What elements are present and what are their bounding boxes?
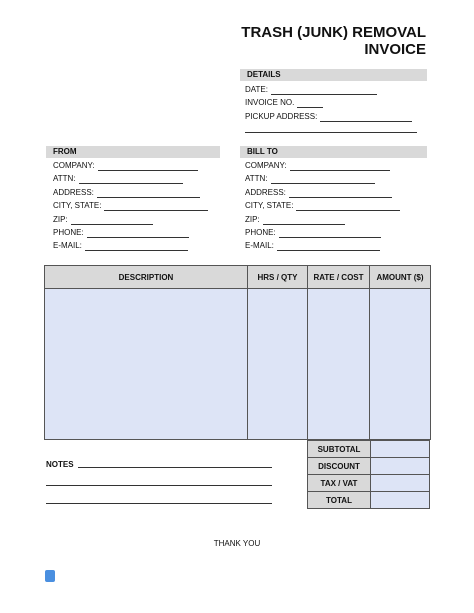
bill-to-city-state-field[interactable] (245, 201, 400, 212)
description-header: DESCRIPTION (45, 266, 248, 289)
table-row[interactable] (45, 289, 431, 440)
table-header-row (45, 266, 431, 289)
bill-to-city-state-line[interactable] (296, 202, 400, 211)
from-email-label: E-MAIL: (53, 241, 82, 250)
tax-vat-label: TAX / VAT (308, 475, 371, 492)
bill-to-email-field[interactable] (245, 241, 380, 252)
bill-to-attn-label: ATTN: (245, 174, 268, 183)
line-items-table (44, 265, 431, 440)
totals-table (307, 440, 430, 509)
pickup-address-line-2[interactable] (245, 132, 417, 133)
from-phone-label: PHONE: (53, 228, 84, 237)
bill-to-phone-label: PHONE: (245, 228, 276, 237)
notes-line-3[interactable] (46, 503, 272, 504)
from-email-line[interactable] (85, 242, 188, 251)
discount-value[interactable] (371, 458, 430, 475)
from-zip-field[interactable] (53, 215, 153, 226)
invoice-no-label: INVOICE NO. (245, 98, 295, 107)
hrs-qty-header: HRS / QTY (248, 266, 308, 289)
from-phone-line[interactable] (87, 229, 189, 238)
bill-to-company-label: COMPANY: (245, 161, 287, 170)
subtotal-label: SUBTOTAL (308, 441, 371, 458)
notes-label: NOTES (46, 460, 74, 469)
bill-to-city-state-label: CITY, STATE: (245, 201, 294, 210)
bill-to-zip-label: ZIP: (245, 215, 260, 224)
from-attn-line[interactable] (79, 175, 183, 184)
amount-header: AMOUNT ($) (370, 266, 431, 289)
from-address-field[interactable] (53, 188, 200, 199)
bill-to-attn-line[interactable] (271, 175, 375, 184)
invoice-no-line[interactable] (297, 99, 323, 108)
from-company-field[interactable] (53, 161, 198, 172)
from-email-field[interactable] (53, 241, 188, 252)
from-attn-field[interactable] (53, 174, 183, 185)
from-address-line[interactable] (97, 189, 200, 198)
from-zip-label: ZIP: (53, 215, 68, 224)
document-app-icon (45, 570, 55, 582)
tax-vat-value[interactable] (371, 475, 430, 492)
bill-to-phone-field[interactable] (245, 228, 381, 239)
pickup-address-line[interactable] (320, 113, 412, 122)
from-heading: FROM (46, 146, 220, 158)
details-heading: DETAILS (240, 69, 427, 81)
from-city-state-label: CITY, STATE: (53, 201, 102, 210)
total-label: TOTAL (308, 492, 371, 509)
bill-to-email-label: E-MAIL: (245, 241, 274, 250)
from-company-line[interactable] (98, 162, 198, 171)
bill-to-phone-line[interactable] (279, 229, 381, 238)
total-value[interactable] (371, 492, 430, 509)
bill-to-company-field[interactable] (245, 161, 390, 172)
date-line[interactable] (271, 86, 377, 95)
invoice-subtitle: INVOICE (364, 41, 426, 58)
bill-to-zip-field[interactable] (245, 215, 345, 226)
bill-to-address-label: ADDRESS: (245, 188, 286, 197)
rate-cost-cell[interactable] (308, 289, 370, 440)
notes-line-1[interactable] (78, 467, 272, 468)
rate-cost-header: RATE / COST (308, 266, 370, 289)
bill-to-company-line[interactable] (290, 162, 390, 171)
bill-to-address-field[interactable] (245, 188, 392, 199)
bill-to-address-line[interactable] (289, 189, 392, 198)
from-address-label: ADDRESS: (53, 188, 94, 197)
discount-label: DISCOUNT (308, 458, 371, 475)
date-field[interactable] (245, 85, 377, 96)
notes-line-2[interactable] (46, 485, 272, 486)
hrs-qty-cell[interactable] (248, 289, 308, 440)
from-company-label: COMPANY: (53, 161, 95, 170)
bill-to-email-line[interactable] (277, 242, 380, 251)
bill-to-heading: BILL TO (240, 146, 427, 158)
from-zip-line[interactable] (71, 216, 153, 225)
thank-you-text: THANK YOU (213, 539, 261, 548)
amount-cell[interactable] (370, 289, 431, 440)
from-city-state-field[interactable] (53, 201, 208, 212)
from-phone-field[interactable] (53, 228, 189, 239)
bill-to-zip-line[interactable] (263, 216, 345, 225)
description-cell[interactable] (45, 289, 248, 440)
date-label: DATE: (245, 85, 268, 94)
bill-to-attn-field[interactable] (245, 174, 375, 185)
invoice-title: TRASH (JUNK) REMOVAL (241, 24, 426, 41)
pickup-address-label: PICKUP ADDRESS: (245, 112, 318, 121)
subtotal-value[interactable] (371, 441, 430, 458)
from-attn-label: ATTN: (53, 174, 76, 183)
from-city-state-line[interactable] (104, 202, 208, 211)
invoice-no-field[interactable] (245, 98, 323, 109)
pickup-address-field[interactable] (245, 112, 412, 123)
